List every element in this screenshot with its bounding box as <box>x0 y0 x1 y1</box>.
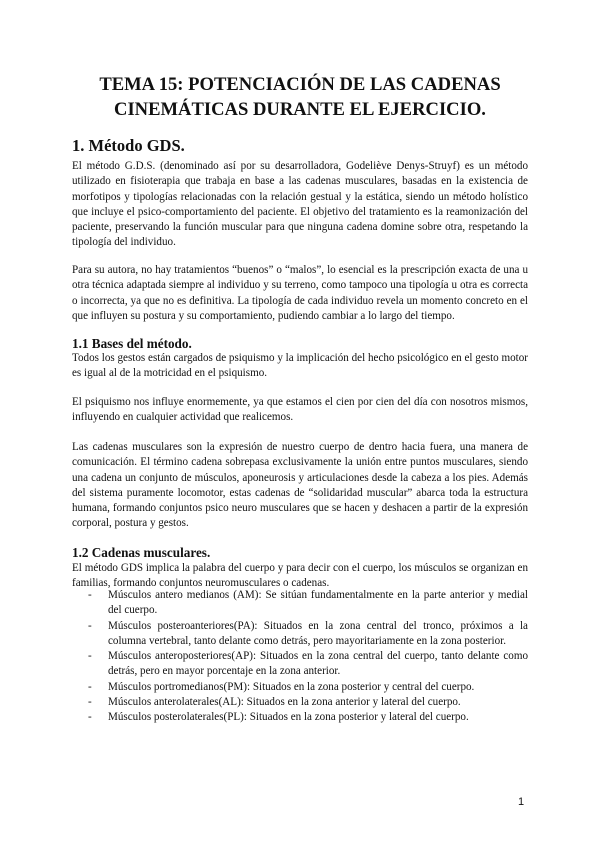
list-item: - Músculos anterolaterales(AL): Situados en la zona anterior y lateral del cuerpo. <box>88 696 461 709</box>
section-1-paragraph-1: El método G.D.S. (denominado así por su desarrolladora, Godelièvе Denys-Struyf) es un método utilizado en fisioterapia que trabaja en base a las cadenas musculares, basadas en la existencia de morfotipos y tipologías relacionadas con la relación gestual y la estática, siendo un método holístico que incluye el psico-comportamiento del paciente. El objetivo del tratamiento es la reamonización del paciente, preservando la función muscular para que ninguna cadena domine sobre otra, respetando la tipología del individuo. <box>72 160 528 249</box>
muscle-chain-list <box>72 588 528 726</box>
list-item: - Músculos posteroanteriores(PA): Situados en la zona central del tronco, próximos a la columna vertebral, tanto delante como detrás, pero mayoritariamente en la zona posterior. <box>88 619 528 647</box>
section-1-1-paragraph-1: Todos los gestos están cargados de psiquismo y la implicación del hecho psicológico en el gesto motor es igual al de la motricidad en el psiquismo. <box>72 352 528 380</box>
section-1-paragraph-2: Para su autora, no hay tratamientos “buenos” o “malos”, lo esencial es la prescripción exacta de una u otra técnica adaptada siempre al individuo y su terreno, como tampoco una tipología u otra es correcta o incorrecta, ya que no es definitiva. La tipología de cada individuo revela un momento concreto en el que influyen su postura y su comportamiento, pudiendo cambiar a lo largo del tiempo. <box>72 264 528 322</box>
section-1-2-heading: 1.2 Cadenas musculares. <box>72 545 211 560</box>
section-1-1-paragraph-3: Las cadenas musculares son la expresión de nuestro cuerpo de dentro hacia fuera, una manera de comunicación. El término cadena sobrepasa exclusivamente la unión entre puntos musculares, siendo una cadena un conjunto de músculos, aponeurosis y articulaciones desde la cabeza a los pies. Además del sistema puramente locomotor, estas cadenas de “solidaridad muscular” abarca toda la estructura humana, formando conjuntos psico neuro musculares que se hacen y deshacen a partir de la expresión corporal, postura y gestos. <box>72 441 528 530</box>
page-number: 1 <box>518 796 525 808</box>
title-line-1: TEMA 15: POTENCIACIÓN DE LAS CADENAS <box>99 74 501 95</box>
section-1-1-paragraph-2: El psiquismo nos influye enormemente, ya que estamos el cien por cien del día con nosotros mismos, influyendo en cualquier actividad que realicemos. <box>72 396 528 424</box>
document-title <box>72 72 528 122</box>
list-item: - Músculos antero medianos (AM): Se sitúan fundamentalmente en la parte anterior y medial del cuerpo. <box>88 589 528 617</box>
section-1-2-intro: El método GDS implica la palabra del cuerpo y para decir con el cuerpo, los músculos se organizan en familias, formando conjuntos neuromusculares o cadenas. <box>72 562 528 590</box>
title-line-2: CINEMÁTICAS DURANTE EL EJERCICIO. <box>114 99 486 120</box>
section-1-1-heading: 1.1 Bases del método. <box>72 336 192 351</box>
list-item: - Músculos portromedianos(PM): Situados en la zona posterior y central del cuerpo. <box>88 680 475 693</box>
list-item: - Músculos posterolaterales(PL): Situados en la zona posterior y lateral del cuerpo. <box>88 711 469 724</box>
section-1-heading: 1. Método GDS. <box>72 136 185 155</box>
list-item: - Músculos anteroposteriores(AP): Situados en la zona central del cuerpo, tanto delante como detrás, pero en mayor porcentaje en la zona anterior. <box>88 650 528 678</box>
